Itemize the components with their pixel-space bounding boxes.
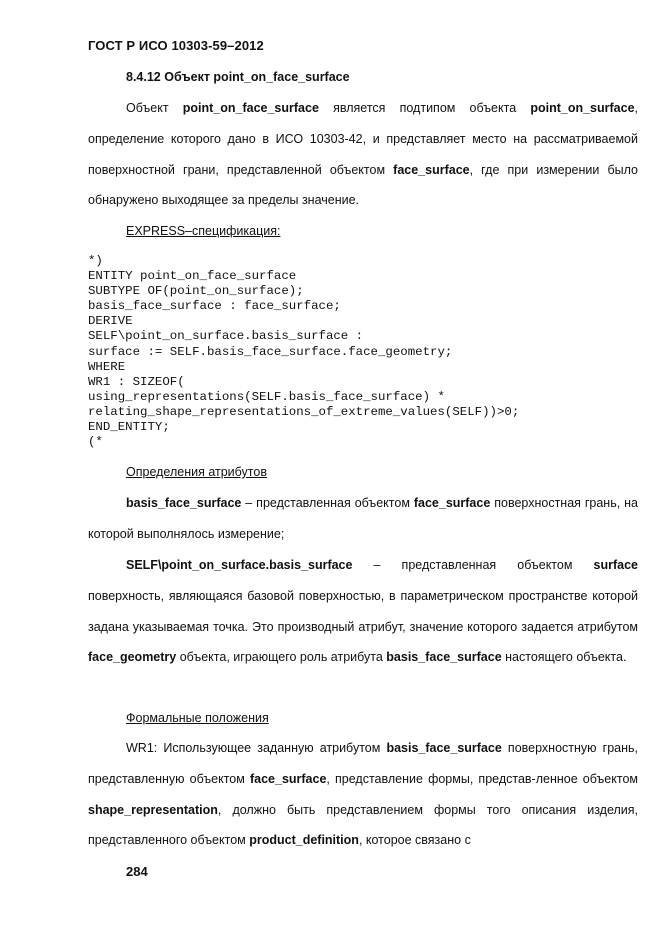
where-rule-wr1: WR1: Использующее заданную атрибутом basis_face_surface поверхностную грань, представленную объектом face_surface, представление формы, представ-ленное объектом shape_representation, должно быть представлением формы того описания изделия, представленного объектом product_definition, которое связано с [88,741,638,848]
attribute-definitions-heading: Определения атрибутов [126,465,267,479]
section-title: 8.4.12 Объект point_on_face_surface [126,70,350,84]
intro-paragraph: Объект point_on_face_surface является подтипом объекта point_on_surface, определение которого дано в ИСО 10303-42, и представляет место на рассматриваемой поверхностной грани, представленной объектом face_surface, где при измерении было обнаружено выходящее за пределы значение. [88,101,638,208]
attribute-definition-basis-surface: SELF\point_on_surface.basis_surface – представленная объектом surface поверхность, являющаяся базовой поверхностью, в параметрическом пространстве которой задана указываемая точка. Это производный атрибут, значение которого задается атрибутом face_geometry объекта, играющего роль атрибута basis_face_surface настоящего объекта. [88,558,638,665]
attribute-definition-basis-face-surface: basis_face_surface – представленная объектом face_surface поверхностная грань, на которой выполнялось измерение; [88,496,638,541]
express-code-block: *) ENTITY point_on_face_surface SUBTYPE OF(point_on_surface); basis_face_surface : face_surface; DERIVE SELF\point_on_surface.basis_surface : surface := SELF.basis_face_surface.face_geometry; WHERE WR1 : SIZEOF( using_representations(SELF.basis_face_surface) * relating_shape_representations_of_extreme_values(SELF))>0; END_ENTITY; (* [88,254,520,450]
express-spec-heading: EXPRESS–спецификация: [126,224,281,238]
page-number: 284 [126,864,148,879]
document-header: ГОСТ Р ИСО 10303-59–2012 [88,38,264,53]
formal-propositions-heading: Формальные положения [126,711,269,725]
